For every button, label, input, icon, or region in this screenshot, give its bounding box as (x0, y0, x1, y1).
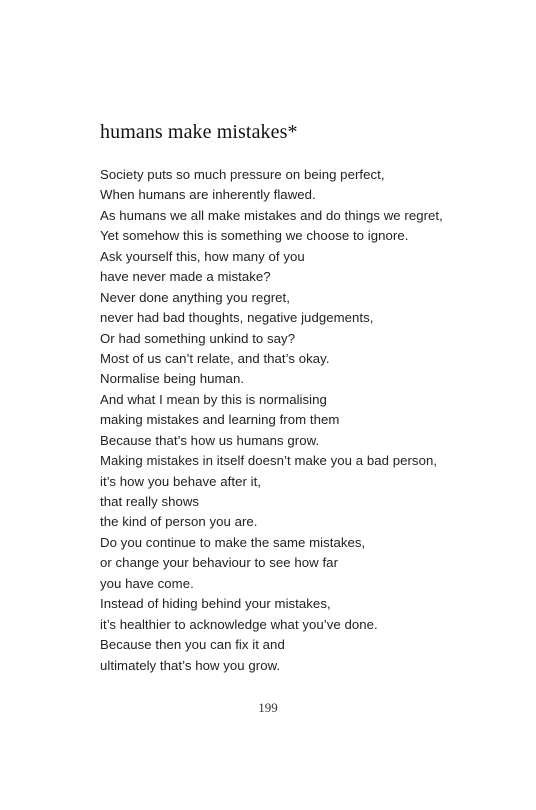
poem-line: Making mistakes in itself doesn’t make you a bad person, (100, 453, 438, 469)
poem-line: Instead of hiding behind your mistakes, (100, 596, 331, 612)
poem-line: Most of us can’t relate, and that’s okay. (100, 350, 330, 366)
poem-line: Normalise being human. (100, 371, 245, 387)
poem-body (100, 165, 443, 676)
poem-line: When humans are inherently flawed. (100, 187, 316, 203)
poem-line: it’s healthier to acknowledge what you’ve done. (100, 616, 378, 632)
poem-line: the kind of person you are. (100, 514, 258, 530)
poem-line: you have come. (100, 575, 194, 591)
poem-line: it’s how you behave after it, (100, 473, 262, 489)
poem-title: humans make mistakes* (100, 121, 298, 143)
poem-line: Yet somehow this is something we choose to ignore. (100, 228, 409, 244)
poem-line: As humans we all make mistakes and do things we regret, (100, 207, 443, 223)
poem-line: that really shows (100, 494, 200, 509)
poem-line: Never done anything you regret, (100, 289, 290, 305)
page-number: 199 (258, 700, 278, 715)
poem-line: Society puts so much pressure on being perfect, (100, 167, 385, 182)
poem-line: And what I mean by this is normalising (100, 391, 327, 407)
poem-line: making mistakes and learning from them (100, 412, 340, 428)
poem-line: have never made a mistake? (100, 269, 271, 285)
poem-line: Ask yourself this, how many of you (100, 248, 305, 264)
poem-line: or change your behaviour to see how far (100, 555, 339, 571)
poem-line: never had bad thoughts, negative judgements, (100, 310, 374, 326)
poem-line: ultimately that’s how you grow. (100, 657, 281, 673)
poem-line: Because that’s how us humans grow. (100, 432, 320, 448)
poem-line: Because then you can fix it and (100, 637, 285, 653)
poem-line: Do you continue to make the same mistakes, (100, 534, 366, 550)
poem-line: Or had something unkind to say? (100, 330, 296, 346)
